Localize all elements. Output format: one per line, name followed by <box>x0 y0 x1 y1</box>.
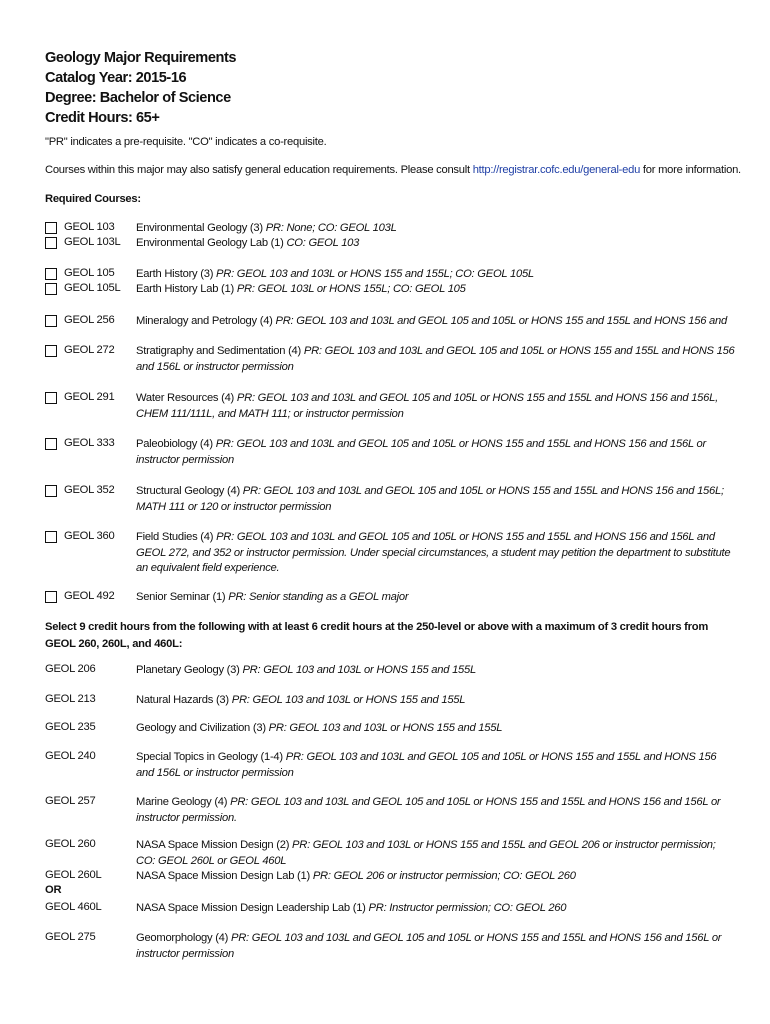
course-description <box>136 901 736 917</box>
document-header <box>45 48 236 128</box>
course-title: NASA Space Mission Design (2) <box>136 839 293 851</box>
course-title: Water Resources (4) <box>136 392 237 404</box>
course-description <box>136 663 736 679</box>
checkbox[interactable] <box>45 531 57 543</box>
course-requisite: PR: None; CO: GEOL 103L <box>265 222 397 234</box>
course-requisite: PR: Instructor permission; CO: GEOL 260 <box>368 902 567 914</box>
required-courses-heading: Required Courses: <box>45 193 141 205</box>
course-code: GEOL 492 <box>64 590 115 602</box>
course-code: GEOL 103L <box>64 236 121 248</box>
course-title: Field Studies (4) <box>136 531 217 543</box>
course-description <box>136 344 736 375</box>
course-description <box>136 838 736 869</box>
course-code: GEOL 275 <box>45 931 96 943</box>
gen-ed-note-text-end: for more information. <box>640 164 741 176</box>
course-requisite: CO: GEOL 103 <box>286 237 360 249</box>
course-description <box>136 221 736 237</box>
checkbox[interactable] <box>45 392 57 404</box>
course-title: Geomorphology (4) <box>136 932 231 944</box>
course-title: Earth History (3) <box>136 268 217 280</box>
course-requisite: PR: GEOL 103 and 103L and GEOL 105 and 105L or HONS 155 and 155L and HONS 156 and 156L and GEOL 272, and 352 or instructor permission. Under special circumstances, a student may petition the department to substitute an equivalent field experience. <box>136 531 731 575</box>
course-requisite: PR: GEOL 103 and 103L and GEOL 105 and 105L or HONS 155 and 155L and HONS 156 and 156L or instructor permission. <box>136 796 721 824</box>
course-description <box>136 693 736 709</box>
course-title: Geology and Civilization (3) <box>136 722 269 734</box>
course-description <box>136 484 736 515</box>
course-requisite: PR: GEOL 103 and 103L and GEOL 105 and 105L or HONS 155 and 155L and HONS 156 and 156L, CHEM 111/111L, and MATH 111; or instructor permission <box>136 392 718 420</box>
course-requisite: PR: GEOL 103 and 103L or HONS 155 and 155L <box>242 664 476 676</box>
course-code: GEOL 260L <box>45 869 102 881</box>
course-description <box>136 931 736 962</box>
course-code: GEOL 291 <box>64 391 115 403</box>
page-title: Geology Major Requirements <box>45 50 237 66</box>
course-description <box>136 314 736 330</box>
course-description <box>136 437 736 468</box>
course-title: Structural Geology (4) <box>136 485 243 497</box>
catalog-year: Catalog Year: 2015-16 <box>45 70 187 86</box>
course-code: GEOL 257 <box>45 795 96 807</box>
course-requisite: PR: GEOL 103 and 103L and GEOL 105 and 105L or HONS 155 and 155L and HONS 156 and <box>275 315 727 327</box>
course-title: NASA Space Mission Design Leadership Lab (1) <box>136 902 369 914</box>
course-code: GEOL 103 <box>64 221 115 233</box>
course-requisite: PR: GEOL 103 and 103L and GEOL 105 and 105L or HONS 155 and 155L and HONS 156 and 156L or instructor permission <box>136 438 706 466</box>
course-requisite: PR: GEOL 103 and 103L or HONS 155 and 155L <box>268 722 503 734</box>
course-title: Planetary Geology (3) <box>136 664 243 676</box>
course-code: GEOL 360 <box>64 530 115 542</box>
course-requisite: PR: GEOL 103L or HONS 155L; CO: GEOL 105 <box>236 283 466 295</box>
or-label: OR <box>45 884 62 896</box>
course-code: GEOL 460L <box>45 901 102 913</box>
course-requisite: PR: GEOL 103 and 103L or HONS 155 and 155L; CO: GEOL 105L <box>216 268 534 280</box>
gen-ed-note <box>45 164 741 176</box>
checkbox[interactable] <box>45 237 57 249</box>
course-title: Senior Seminar (1) <box>136 591 229 603</box>
course-requisite: PR: GEOL 103 and 103L and GEOL 105 and 105L or HONS 155 and 155L and HONS 156 and 156L or instructor permission <box>136 932 722 960</box>
degree: Degree: Bachelor of Science <box>45 90 231 106</box>
course-title: Environmental Geology (3) <box>136 222 266 234</box>
course-title: NASA Space Mission Design Lab (1) <box>136 870 313 882</box>
course-title: Marine Geology (4) <box>136 796 231 808</box>
course-description <box>136 236 736 252</box>
checkbox[interactable] <box>45 438 57 450</box>
course-description <box>136 721 736 737</box>
course-code: GEOL 105L <box>64 282 121 294</box>
course-title: Paleobiology (4) <box>136 438 216 450</box>
course-title: Mineralogy and Petrology (4) <box>136 315 276 327</box>
checkbox[interactable] <box>45 485 57 497</box>
course-code: GEOL 235 <box>45 721 96 733</box>
course-title: Special Topics in Geology (1-4) <box>136 751 286 763</box>
course-requisite: PR: GEOL 103 and 103L or HONS 155 and 155L <box>231 694 466 706</box>
prereq-note: "PR" indicates a pre-requisite. "CO" indicates a co-requisite. <box>45 136 327 148</box>
checkbox[interactable] <box>45 345 57 357</box>
course-description <box>136 590 736 606</box>
course-requisite: PR: GEOL 103 and 103L or HONS 155 and 155L and GEOL 206 or instructor permission; CO: GEOL 260L or GEOL 460L <box>136 839 716 867</box>
course-code: GEOL 256 <box>64 314 115 326</box>
course-requisite: PR: Senior standing as a GEOL major <box>228 591 409 603</box>
course-title: Stratigraphy and Sedimentation (4) <box>136 345 304 357</box>
course-requisite: PR: GEOL 103 and 103L and GEOL 105 and 105L or HONS 155 and 155L and HONS 156 and 156L or instructor permission <box>136 345 735 373</box>
registrar-link[interactable]: http://registrar.cofc.edu/general-edu <box>472 164 641 176</box>
course-description <box>136 869 736 885</box>
course-code: GEOL 352 <box>64 484 115 496</box>
course-code: GEOL 260 <box>45 838 96 850</box>
course-description <box>136 795 736 826</box>
course-code: GEOL 213 <box>45 693 96 705</box>
electives-heading: Select 9 credit hours from the following with at least 6 credit hours at the 250-level or above with a maximum of 3 credit hours from GEOL 260, 260L, and 460L: <box>45 621 709 650</box>
checkbox[interactable] <box>45 268 57 280</box>
course-code: GEOL 240 <box>45 750 96 762</box>
checkbox[interactable] <box>45 591 57 603</box>
checkbox[interactable] <box>45 283 57 295</box>
course-title: Natural Hazards (3) <box>136 694 232 706</box>
course-title: Earth History Lab (1) <box>136 283 237 295</box>
course-code: GEOL 272 <box>64 344 115 356</box>
credit-hours: Credit Hours: 65+ <box>45 110 160 126</box>
gen-ed-note-text: Courses within this major may also satisfy general education requirements. Please consult <box>45 164 473 176</box>
course-requisite: PR: GEOL 206 or instructor permission; CO: GEOL 260 <box>312 870 576 882</box>
course-description <box>136 530 736 577</box>
course-title: Environmental Geology Lab (1) <box>136 237 287 249</box>
checkbox[interactable] <box>45 315 57 327</box>
course-description <box>136 282 736 298</box>
course-description <box>136 267 736 283</box>
course-code: GEOL 105 <box>64 267 115 279</box>
course-code: GEOL 333 <box>64 437 115 449</box>
course-description <box>136 391 736 422</box>
course-code: GEOL 206 <box>45 663 96 675</box>
course-requisite: PR: GEOL 103 and 103L and GEOL 105 and 105L or HONS 155 and 155L and HONS 156 and 156L or instructor permission <box>136 751 717 779</box>
course-requisite: PR: GEOL 103 and 103L and GEOL 105 and 105L or HONS 155 and 155L and HONS 156 and 156L; MATH 111 or 120 or instructor permission <box>136 485 724 513</box>
checkbox[interactable] <box>45 222 57 234</box>
course-description <box>136 750 736 781</box>
